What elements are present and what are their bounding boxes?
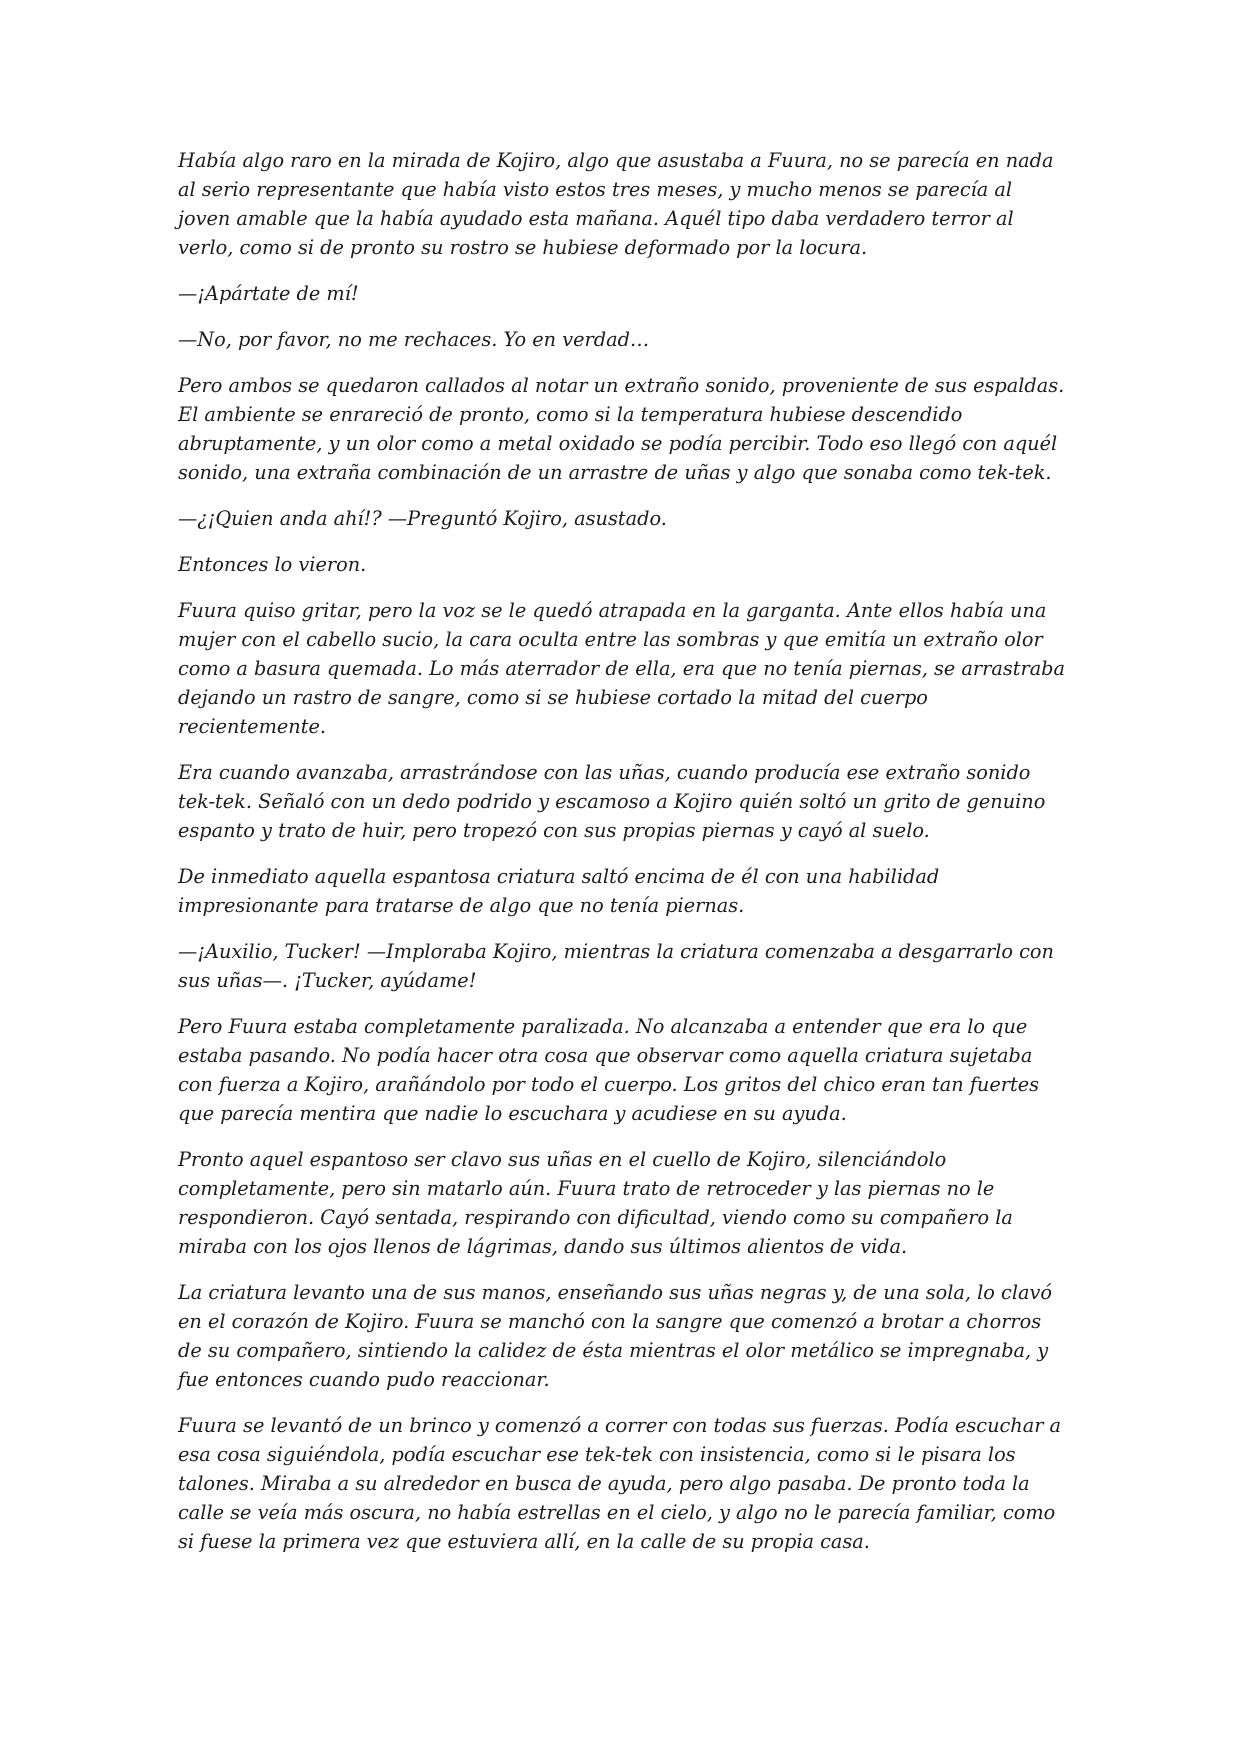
paragraph-10: —¡Auxilio, Tucker! —Imploraba Kojiro, mientras la criatura comenzaba a desgarrarlo con sus uñas—. ¡Tucker, ayúdame! xyxy=(178,940,1054,992)
paragraph-5: —¿¡Quien anda ahí!? —Preguntó Kojiro, asustado. xyxy=(178,507,667,530)
story-text xyxy=(178,146,1070,1573)
paragraph-6: Entonces lo vieron. xyxy=(178,553,367,576)
paragraph-14: Fuura se levantó de un brinco y comenzó a correr con todas sus fuerzas. Podía escuchar a esa cosa siguiéndola, podía escuchar ese tek-tek con insistencia, como si le pisara los talones. Miraba a su alrededor en busca de ayuda, pero algo pasaba. De pronto toda la calle se veía más oscura, no había estrellas en el cielo, y algo no le parecía familiar, como si fuese la primera vez que estuviera allí, en la calle de su propia casa. xyxy=(178,1414,1062,1553)
paragraph-9: De inmediato aquella espantosa criatura saltó encima de él con una habilidad impresionante para tratarse de algo que no tenía piernas. xyxy=(178,865,940,917)
paragraph-4: Pero ambos se quedaron callados al notar un extraño sonido, proveniente de sus espaldas. El ambiente se enrareció de pronto, como si la temperatura hubiese descendido abruptamente, y un olor como a metal oxidado se podía percibir. Todo eso llegó con aquél sonido, una extraña combinación de un arrastre de uñas y algo que sonaba como tek-tek. xyxy=(178,374,1065,484)
paragraph-3: —No, por favor, no me rechaces. Yo en verdad… xyxy=(178,328,650,351)
paragraph-1: Había algo raro en la mirada de Kojiro, algo que asustaba a Fuura, no se parecía en nada al serio representante que había visto estos tres meses, y mucho menos se parecía al joven amable que la había ayudado esta mañana. Aquél tipo daba verdadero terror al verlo, como si de pronto su rostro se hubiese deformado por la locura. xyxy=(178,149,1054,259)
paragraph-7: Fuura quiso gritar, pero la voz se le quedó atrapada en la garganta. Ante ellos había una mujer con el cabello sucio, la cara oculta entre las sombras y que emitía un extraño olor como a basura quemada. Lo más aterrador de ella, era que no tenía piernas, se arrastraba dejando un rastro de sangre, como si se hubiese cortado la mitad del cuerpo recientemente. xyxy=(178,599,1066,738)
paragraph-11: Pero Fuura estaba completamente paralizada. No alcanzaba a entender que era lo que estaba pasando. No podía hacer otra cosa que observar como aquella criatura sujetaba con fuerza a Kojiro, arañándolo por todo el cuerpo. Los gritos del chico eran tan fuertes que parecía mentira que nadie lo escuchara y acudiese en su ayuda. xyxy=(178,1015,1040,1125)
paragraph-12: Pronto aquel espantoso ser clavo sus uñas en el cuello de Kojiro, silenciándolo completamente, pero sin matarlo aún. Fuura trato de retroceder y las piernas no le respondieron. Cayó sentada, respirando con dificultad, viendo como su compañero la miraba con los ojos llenos de lágrimas, dando sus últimos alientos de vida. xyxy=(178,1148,1013,1258)
paragraph-13: La criatura levanto una de sus manos, enseñando sus uñas negras y, de una sola, lo clavó en el corazón de Kojiro. Fuura se manchó con la sangre que comenzó a brotar a chorros de su compañero, sintiendo la calidez de ésta mientras el olor metálico se impregnaba, y fue entonces cuando pudo reaccionar. xyxy=(178,1281,1052,1391)
paragraph-2: —¡Apártate de mí! xyxy=(178,282,359,305)
paragraph-8: Era cuando avanzaba, arrastrándose con las uñas, cuando producía ese extraño sonido tek-tek. Señaló con un dedo podrido y escamoso a Kojiro quién soltó un grito de genuino espanto y trato de huir, pero tropezó con sus propias piernas y cayó al suelo. xyxy=(178,761,1046,842)
